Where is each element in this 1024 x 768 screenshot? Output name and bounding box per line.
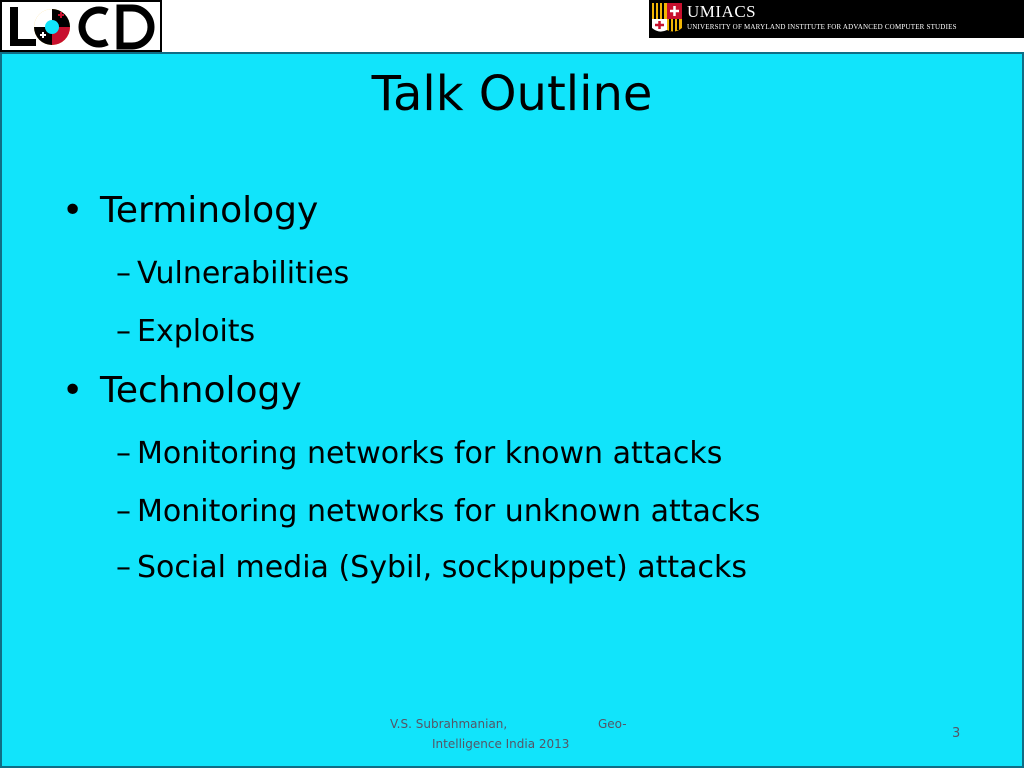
outline-subitem — [116, 550, 747, 585]
outline-list — [2, 54, 1022, 654]
slide-body — [0, 52, 1024, 768]
umiacs-subtitle: UNIVERSITY OF MARYLAND INSTITUTE FOR ADVANCED COMPUTER STUDIES — [687, 23, 957, 31]
dash-icon: – — [116, 436, 131, 471]
dash-icon: – — [116, 314, 131, 349]
outline-subitem-label: Monitoring networks for unknown attacks — [137, 494, 761, 529]
outline-subitem-label: Exploits — [137, 314, 256, 349]
footer-line-1 — [390, 714, 640, 734]
footer-event-part1: Geo- — [598, 717, 627, 731]
outline-subitem-label: Social media (Sybil, sockpuppet) attacks — [137, 550, 747, 585]
outline-subitem — [116, 436, 722, 471]
umiacs-logo — [649, 0, 1024, 38]
dash-icon: – — [116, 256, 131, 291]
slide-title: Talk Outline — [371, 66, 653, 122]
page-number: 3 — [952, 726, 961, 741]
umiacs-name: UMIACS — [687, 2, 757, 21]
footer-event-part2: Intelligence India 2013 — [432, 737, 570, 751]
outline-item-technology — [62, 370, 302, 411]
bullet-icon: • — [62, 370, 84, 411]
outline-subitem — [116, 256, 349, 291]
header-bar — [0, 0, 1024, 52]
outline-item-terminology — [62, 190, 318, 231]
outline-subitem-label: Monitoring networks for known attacks — [137, 436, 723, 471]
maryland-shield-icon — [649, 0, 685, 38]
outline-item-label: Terminology — [100, 190, 319, 231]
dash-icon: – — [116, 550, 131, 585]
footer-author: V.S. Subrahmanian, — [390, 717, 508, 731]
outline-subitem — [116, 494, 760, 529]
outline-subitem — [116, 314, 255, 349]
bullet-icon: • — [62, 190, 84, 231]
slide-footer — [390, 714, 640, 754]
outline-subitem-label: Vulnerabilities — [137, 256, 350, 291]
lccd-logo — [0, 0, 162, 52]
outline-item-label: Technology — [100, 370, 302, 411]
dash-icon: – — [116, 494, 131, 529]
